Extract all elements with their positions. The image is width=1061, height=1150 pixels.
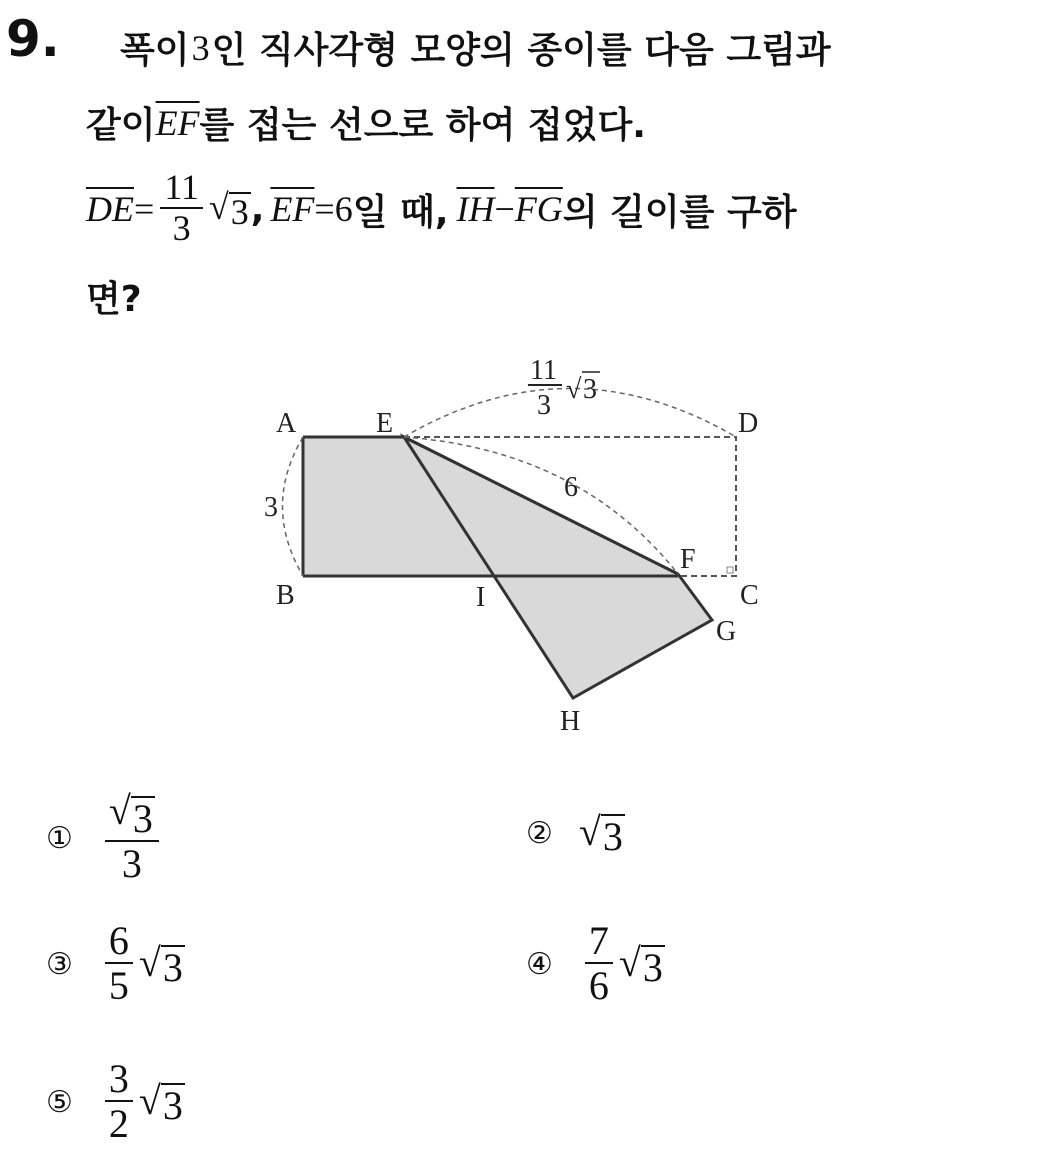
label-h: H <box>560 706 581 737</box>
de-denominator: 3 <box>172 208 191 249</box>
label-c: C <box>740 580 759 611</box>
choice-1-numerator: √ 3 <box>105 790 159 842</box>
segment-de: $\overline{DE}$ <box>86 189 134 229</box>
choice-5-numerator: 3 <box>105 1058 133 1102</box>
choice-2[interactable] <box>526 808 625 858</box>
label-de-radical: √ <box>566 374 582 405</box>
choice-3-root: √ 3 <box>138 940 183 990</box>
choice-5-denominator: 2 <box>108 1101 129 1146</box>
line1-text-a: 폭이 <box>120 30 190 71</box>
question-number: 9. <box>6 10 60 68</box>
comma: , <box>250 188 265 230</box>
label-de-num: 11 <box>530 355 557 386</box>
label-side-ab: 3 <box>264 492 278 523</box>
label-d: D <box>738 408 759 439</box>
segment-ih: $\overline{IH}$ <box>456 189 495 229</box>
equals-sign: = <box>134 189 155 229</box>
line4-text: 면? <box>86 279 142 320</box>
choice-5-mark: ⑤ <box>46 1084 73 1120</box>
de-root: √ 3 <box>208 187 249 233</box>
choice-4-root: √ 3 <box>618 940 663 990</box>
de-numerator: 11 <box>160 169 203 209</box>
choice-3-denominator: 5 <box>108 963 129 1008</box>
choice-3-numerator: 6 <box>105 920 133 964</box>
line3-end-text: 의 길이를 구하 <box>562 191 797 233</box>
choice-5-fraction <box>105 1058 133 1146</box>
choice-5[interactable] <box>46 1058 185 1146</box>
line1-text-b: 인 직사각형 모양의 종이를 다음 그림과 <box>211 30 831 71</box>
line2-text-b: 를 접는 선으로 하여 접었다. <box>199 105 646 146</box>
line2-text-a: 같이 <box>86 105 156 146</box>
choice-1[interactable] <box>46 790 165 886</box>
choice-4-numerator: 7 <box>585 920 613 964</box>
label-a: A <box>276 408 297 439</box>
right-angle-mark <box>727 567 733 573</box>
choice-4-denominator: 6 <box>588 963 609 1008</box>
choice-1-mark: ① <box>46 820 73 856</box>
label-de-root: 3 <box>583 374 597 405</box>
minus-sign: − <box>494 189 515 229</box>
label-de-den: 3 <box>537 390 551 421</box>
ef-value: 6 <box>334 189 353 229</box>
choice-2-mark: ② <box>526 815 553 851</box>
choice-4-fraction <box>585 920 613 1008</box>
choice-1-fraction <box>105 790 159 886</box>
label-b: B <box>276 580 295 611</box>
choice-2-root: √ 3 <box>578 809 623 859</box>
choice-5-root: √ 3 <box>138 1078 183 1128</box>
choice-3-fraction <box>105 920 133 1008</box>
choice-4[interactable] <box>526 920 665 1008</box>
label-e: E <box>376 408 394 439</box>
choice-3-mark: ③ <box>46 946 73 982</box>
choice-1-denominator: 3 <box>121 841 142 886</box>
label-i: I <box>476 582 486 613</box>
label-g: G <box>716 616 737 647</box>
label-len-ef: 6 <box>564 472 578 503</box>
line3-mid-text: 일 때, <box>352 191 449 233</box>
width-value: 3 <box>191 27 210 68</box>
arc-ab <box>283 437 304 576</box>
segment-ef-2: $\overline{EF}$ <box>270 189 315 229</box>
choice-3[interactable] <box>46 920 185 1008</box>
choice-4-mark: ④ <box>526 946 553 982</box>
equals-sign-2: = <box>314 189 335 229</box>
segment-ef: $\overline{EF}$ <box>155 102 200 143</box>
label-f: F <box>680 544 696 575</box>
segment-fg: $\overline{FG}$ <box>514 189 563 229</box>
